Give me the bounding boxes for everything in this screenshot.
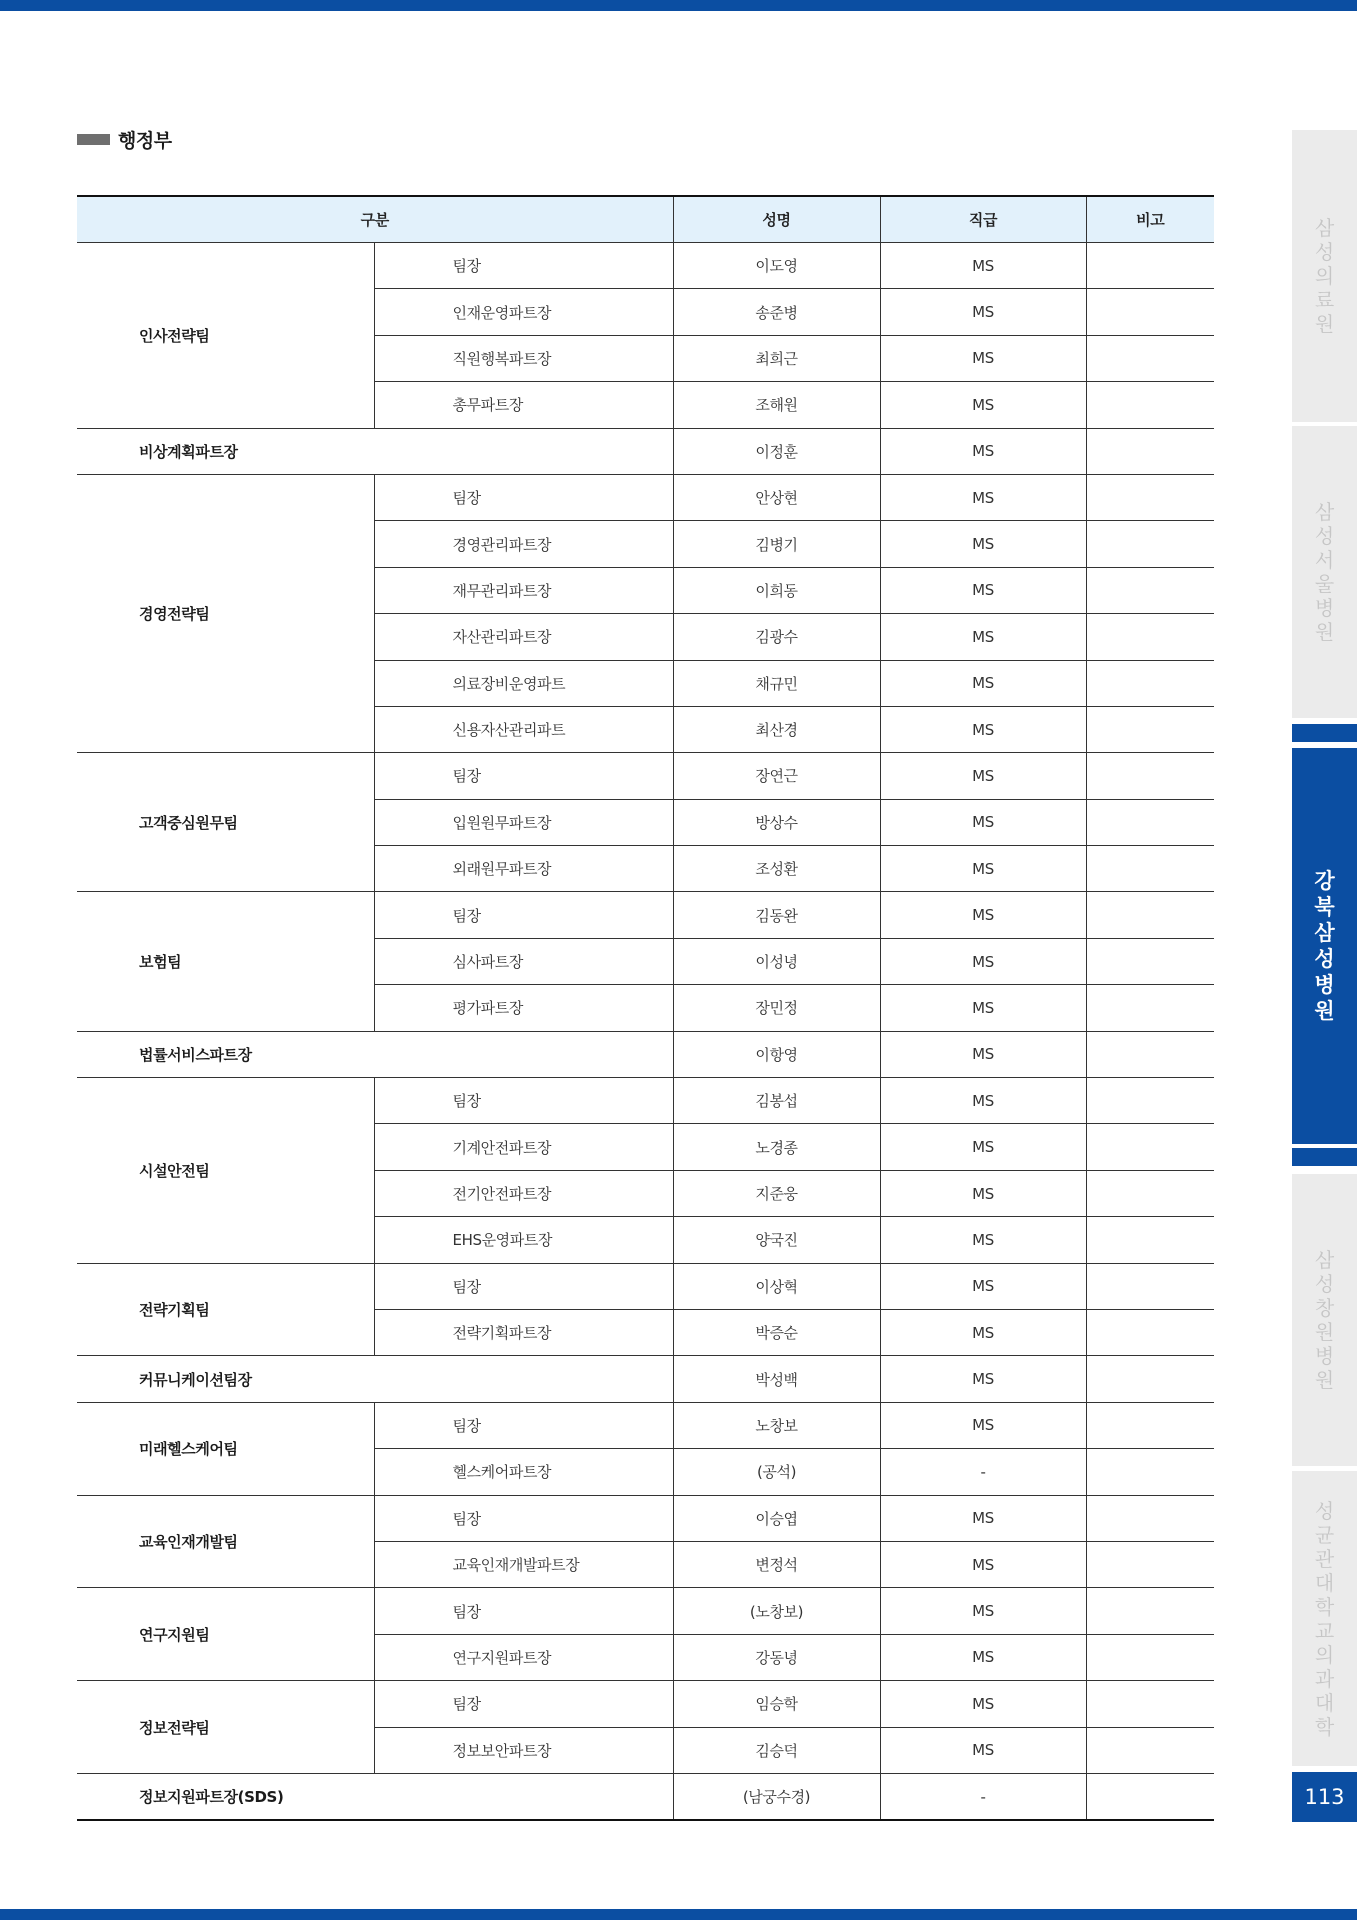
grade-cell: MS bbox=[880, 382, 1086, 428]
grade-cell: MS bbox=[880, 567, 1086, 613]
grade-cell: MS bbox=[880, 753, 1086, 799]
grade-cell: MS bbox=[880, 614, 1086, 660]
header-category: 구분 bbox=[77, 196, 673, 243]
grade-cell: MS bbox=[880, 1263, 1086, 1309]
position-cell: 팀장 bbox=[374, 892, 673, 938]
position-cell: 팀장 bbox=[374, 1402, 673, 1448]
grade-cell: MS bbox=[880, 1402, 1086, 1448]
note-cell bbox=[1086, 1263, 1214, 1309]
name-cell: (공석) bbox=[673, 1449, 880, 1495]
position-cell: 팀장 bbox=[374, 1078, 673, 1124]
grade-cell: MS bbox=[880, 243, 1086, 289]
note-cell bbox=[1086, 892, 1214, 938]
table-row bbox=[77, 474, 1214, 520]
side-tab-1[interactable] bbox=[1292, 130, 1357, 422]
position-cell: 팀장 bbox=[374, 474, 673, 520]
note-cell bbox=[1086, 567, 1214, 613]
name-cell: 김승덕 bbox=[673, 1727, 880, 1773]
position-cell: 팀장 bbox=[374, 1588, 673, 1634]
position-cell: 직원행복파트장 bbox=[374, 335, 673, 381]
note-cell bbox=[1086, 799, 1214, 845]
grade-cell: MS bbox=[880, 892, 1086, 938]
grade-cell: MS bbox=[880, 1541, 1086, 1587]
table-row bbox=[77, 428, 1214, 474]
name-cell: 지준웅 bbox=[673, 1170, 880, 1216]
side-tab-5[interactable] bbox=[1292, 1471, 1357, 1766]
active-tab-accent-strip bbox=[1292, 1148, 1357, 1166]
grade-cell: MS bbox=[880, 1124, 1086, 1170]
team-cell: 미래헬스케어팀 bbox=[77, 1402, 374, 1495]
name-cell: 양국진 bbox=[673, 1217, 880, 1263]
note-cell bbox=[1086, 1356, 1214, 1402]
heading-marker-icon bbox=[77, 134, 110, 145]
note-cell bbox=[1086, 753, 1214, 799]
grade-cell: MS bbox=[880, 521, 1086, 567]
grade-cell: - bbox=[880, 1773, 1086, 1820]
table-row bbox=[77, 892, 1214, 938]
side-tab-3[interactable] bbox=[1292, 748, 1357, 1144]
team-cell: 연구지원팀 bbox=[77, 1588, 374, 1681]
header-note: 비고 bbox=[1086, 196, 1214, 243]
note-cell bbox=[1086, 382, 1214, 428]
position-cell: 심사파트장 bbox=[374, 938, 673, 984]
table-row bbox=[77, 1031, 1214, 1077]
note-cell bbox=[1086, 1727, 1214, 1773]
name-cell: 안상현 bbox=[673, 474, 880, 520]
name-cell: 박증순 bbox=[673, 1309, 880, 1355]
name-cell: 강동녕 bbox=[673, 1634, 880, 1680]
note-cell bbox=[1086, 706, 1214, 752]
note-cell bbox=[1086, 1309, 1214, 1355]
name-cell: 최희근 bbox=[673, 335, 880, 381]
team-cell: 비상계획파트장 bbox=[77, 428, 673, 474]
team-cell: 경영전략팀 bbox=[77, 474, 374, 752]
position-cell: 평가파트장 bbox=[374, 985, 673, 1031]
team-cell: 시설안전팀 bbox=[77, 1078, 374, 1264]
note-cell bbox=[1086, 1541, 1214, 1587]
section-heading bbox=[77, 126, 172, 153]
table-row bbox=[77, 1773, 1214, 1820]
grade-cell: MS bbox=[880, 706, 1086, 752]
grade-cell: MS bbox=[880, 335, 1086, 381]
name-cell: 이성녕 bbox=[673, 938, 880, 984]
name-cell: 조해원 bbox=[673, 382, 880, 428]
name-cell: 김동완 bbox=[673, 892, 880, 938]
grade-cell: MS bbox=[880, 1588, 1086, 1634]
grade-cell: MS bbox=[880, 846, 1086, 892]
grade-cell: MS bbox=[880, 289, 1086, 335]
table-body bbox=[77, 243, 1214, 1821]
name-cell: 이상혁 bbox=[673, 1263, 880, 1309]
grade-cell: MS bbox=[880, 1078, 1086, 1124]
position-cell: 총무파트장 bbox=[374, 382, 673, 428]
name-cell: 장연근 bbox=[673, 753, 880, 799]
position-cell: 입원원무파트장 bbox=[374, 799, 673, 845]
name-cell: 변정석 bbox=[673, 1541, 880, 1587]
table-row bbox=[77, 1356, 1214, 1402]
name-cell: 최산경 bbox=[673, 706, 880, 752]
table-row bbox=[77, 1495, 1214, 1541]
name-cell: 방상수 bbox=[673, 799, 880, 845]
table-row bbox=[77, 243, 1214, 289]
table-row bbox=[77, 753, 1214, 799]
position-cell: 자산관리파트장 bbox=[374, 614, 673, 660]
side-tab-2[interactable] bbox=[1292, 426, 1357, 718]
position-cell: 연구지원파트장 bbox=[374, 1634, 673, 1680]
team-cell: 정보지원파트장(SDS) bbox=[77, 1773, 673, 1820]
team-cell: 정보전략팀 bbox=[77, 1681, 374, 1774]
note-cell bbox=[1086, 1495, 1214, 1541]
grade-cell: MS bbox=[880, 1217, 1086, 1263]
name-cell: 김봉섭 bbox=[673, 1078, 880, 1124]
note-cell bbox=[1086, 521, 1214, 567]
header-grade: 직급 bbox=[880, 196, 1086, 243]
position-cell: EHS운영파트장 bbox=[374, 1217, 673, 1263]
grade-cell: MS bbox=[880, 660, 1086, 706]
position-cell: 팀장 bbox=[374, 753, 673, 799]
position-cell: 전략기획파트장 bbox=[374, 1309, 673, 1355]
position-cell: 정보보안파트장 bbox=[374, 1727, 673, 1773]
team-cell: 보험팀 bbox=[77, 892, 374, 1031]
table-row bbox=[77, 1402, 1214, 1448]
note-cell bbox=[1086, 474, 1214, 520]
name-cell: 이희동 bbox=[673, 567, 880, 613]
table-row bbox=[77, 1078, 1214, 1124]
position-cell: 전기안전파트장 bbox=[374, 1170, 673, 1216]
note-cell bbox=[1086, 1170, 1214, 1216]
name-cell: (남궁수경) bbox=[673, 1773, 880, 1820]
note-cell bbox=[1086, 1773, 1214, 1820]
name-cell: 이정훈 bbox=[673, 428, 880, 474]
grade-cell: MS bbox=[880, 1634, 1086, 1680]
position-cell: 인재운영파트장 bbox=[374, 289, 673, 335]
note-cell bbox=[1086, 335, 1214, 381]
side-tab-label: 삼 성 서 울 병 원 bbox=[1314, 500, 1335, 644]
note-cell bbox=[1086, 614, 1214, 660]
grade-cell: MS bbox=[880, 1031, 1086, 1077]
grade-cell: MS bbox=[880, 474, 1086, 520]
position-cell: 팀장 bbox=[374, 243, 673, 289]
name-cell: 노창보 bbox=[673, 1402, 880, 1448]
note-cell bbox=[1086, 1402, 1214, 1448]
side-tab-4[interactable] bbox=[1292, 1174, 1357, 1466]
grade-cell: MS bbox=[880, 1356, 1086, 1402]
side-tab-label: 삼 성 의 료 원 bbox=[1314, 216, 1335, 336]
note-cell bbox=[1086, 1449, 1214, 1495]
team-cell: 인사전략팀 bbox=[77, 243, 374, 429]
team-cell: 커뮤니케이션팀장 bbox=[77, 1356, 673, 1402]
name-cell: 이승엽 bbox=[673, 1495, 880, 1541]
note-cell bbox=[1086, 428, 1214, 474]
position-cell: 팀장 bbox=[374, 1495, 673, 1541]
top-accent-bar bbox=[0, 0, 1357, 11]
name-cell: 이항영 bbox=[673, 1031, 880, 1077]
page-number: 113 bbox=[1292, 1772, 1357, 1822]
table-row bbox=[77, 1588, 1214, 1634]
position-cell: 외래원무파트장 bbox=[374, 846, 673, 892]
side-tab-label: 삼 성 창 원 병 원 bbox=[1314, 1248, 1335, 1392]
note-cell bbox=[1086, 985, 1214, 1031]
note-cell bbox=[1086, 243, 1214, 289]
position-cell: 신용자산관리파트 bbox=[374, 706, 673, 752]
grade-cell: - bbox=[880, 1449, 1086, 1495]
note-cell bbox=[1086, 846, 1214, 892]
note-cell bbox=[1086, 1634, 1214, 1680]
team-cell: 법률서비스파트장 bbox=[77, 1031, 673, 1077]
position-cell: 의료장비운영파트 bbox=[374, 660, 673, 706]
side-tab-label: 강 북 삼 성 병 원 bbox=[1314, 869, 1335, 1023]
note-cell bbox=[1086, 1217, 1214, 1263]
name-cell: (노창보) bbox=[673, 1588, 880, 1634]
position-cell: 재무관리파트장 bbox=[374, 567, 673, 613]
position-cell: 기계안전파트장 bbox=[374, 1124, 673, 1170]
table-row bbox=[77, 1263, 1214, 1309]
note-cell bbox=[1086, 289, 1214, 335]
note-cell bbox=[1086, 1031, 1214, 1077]
staff-table bbox=[77, 195, 1214, 1821]
note-cell bbox=[1086, 1681, 1214, 1727]
position-cell: 팀장 bbox=[374, 1263, 673, 1309]
team-cell: 고객중심원무팀 bbox=[77, 753, 374, 892]
team-cell: 전략기획팀 bbox=[77, 1263, 374, 1356]
active-tab-accent-strip bbox=[1292, 724, 1357, 742]
section-title: 행정부 bbox=[118, 130, 172, 152]
grade-cell: MS bbox=[880, 799, 1086, 845]
name-cell: 노경종 bbox=[673, 1124, 880, 1170]
name-cell: 조성환 bbox=[673, 846, 880, 892]
bottom-accent-bar bbox=[0, 1909, 1357, 1920]
grade-cell: MS bbox=[880, 1681, 1086, 1727]
table-row bbox=[77, 1681, 1214, 1727]
header-name: 성명 bbox=[673, 196, 880, 243]
note-cell bbox=[1086, 1078, 1214, 1124]
table-header-row bbox=[77, 196, 1214, 243]
team-cell: 교육인재개발팀 bbox=[77, 1495, 374, 1588]
name-cell: 김광수 bbox=[673, 614, 880, 660]
name-cell: 박성백 bbox=[673, 1356, 880, 1402]
grade-cell: MS bbox=[880, 1170, 1086, 1216]
name-cell: 이도영 bbox=[673, 243, 880, 289]
grade-cell: MS bbox=[880, 938, 1086, 984]
position-cell: 교육인재개발파트장 bbox=[374, 1541, 673, 1587]
grade-cell: MS bbox=[880, 1309, 1086, 1355]
name-cell: 김병기 bbox=[673, 521, 880, 567]
grade-cell: MS bbox=[880, 1727, 1086, 1773]
note-cell bbox=[1086, 660, 1214, 706]
name-cell: 채규민 bbox=[673, 660, 880, 706]
name-cell: 임승학 bbox=[673, 1681, 880, 1727]
note-cell bbox=[1086, 1124, 1214, 1170]
side-tab-label: 성 균 관 대 학 교 의 과 대 학 bbox=[1314, 1498, 1335, 1739]
name-cell: 장민정 bbox=[673, 985, 880, 1031]
name-cell: 송준병 bbox=[673, 289, 880, 335]
position-cell: 팀장 bbox=[374, 1681, 673, 1727]
position-cell: 헬스케어파트장 bbox=[374, 1449, 673, 1495]
note-cell bbox=[1086, 1588, 1214, 1634]
grade-cell: MS bbox=[880, 1495, 1086, 1541]
position-cell: 경영관리파트장 bbox=[374, 521, 673, 567]
grade-cell: MS bbox=[880, 428, 1086, 474]
grade-cell: MS bbox=[880, 985, 1086, 1031]
note-cell bbox=[1086, 938, 1214, 984]
